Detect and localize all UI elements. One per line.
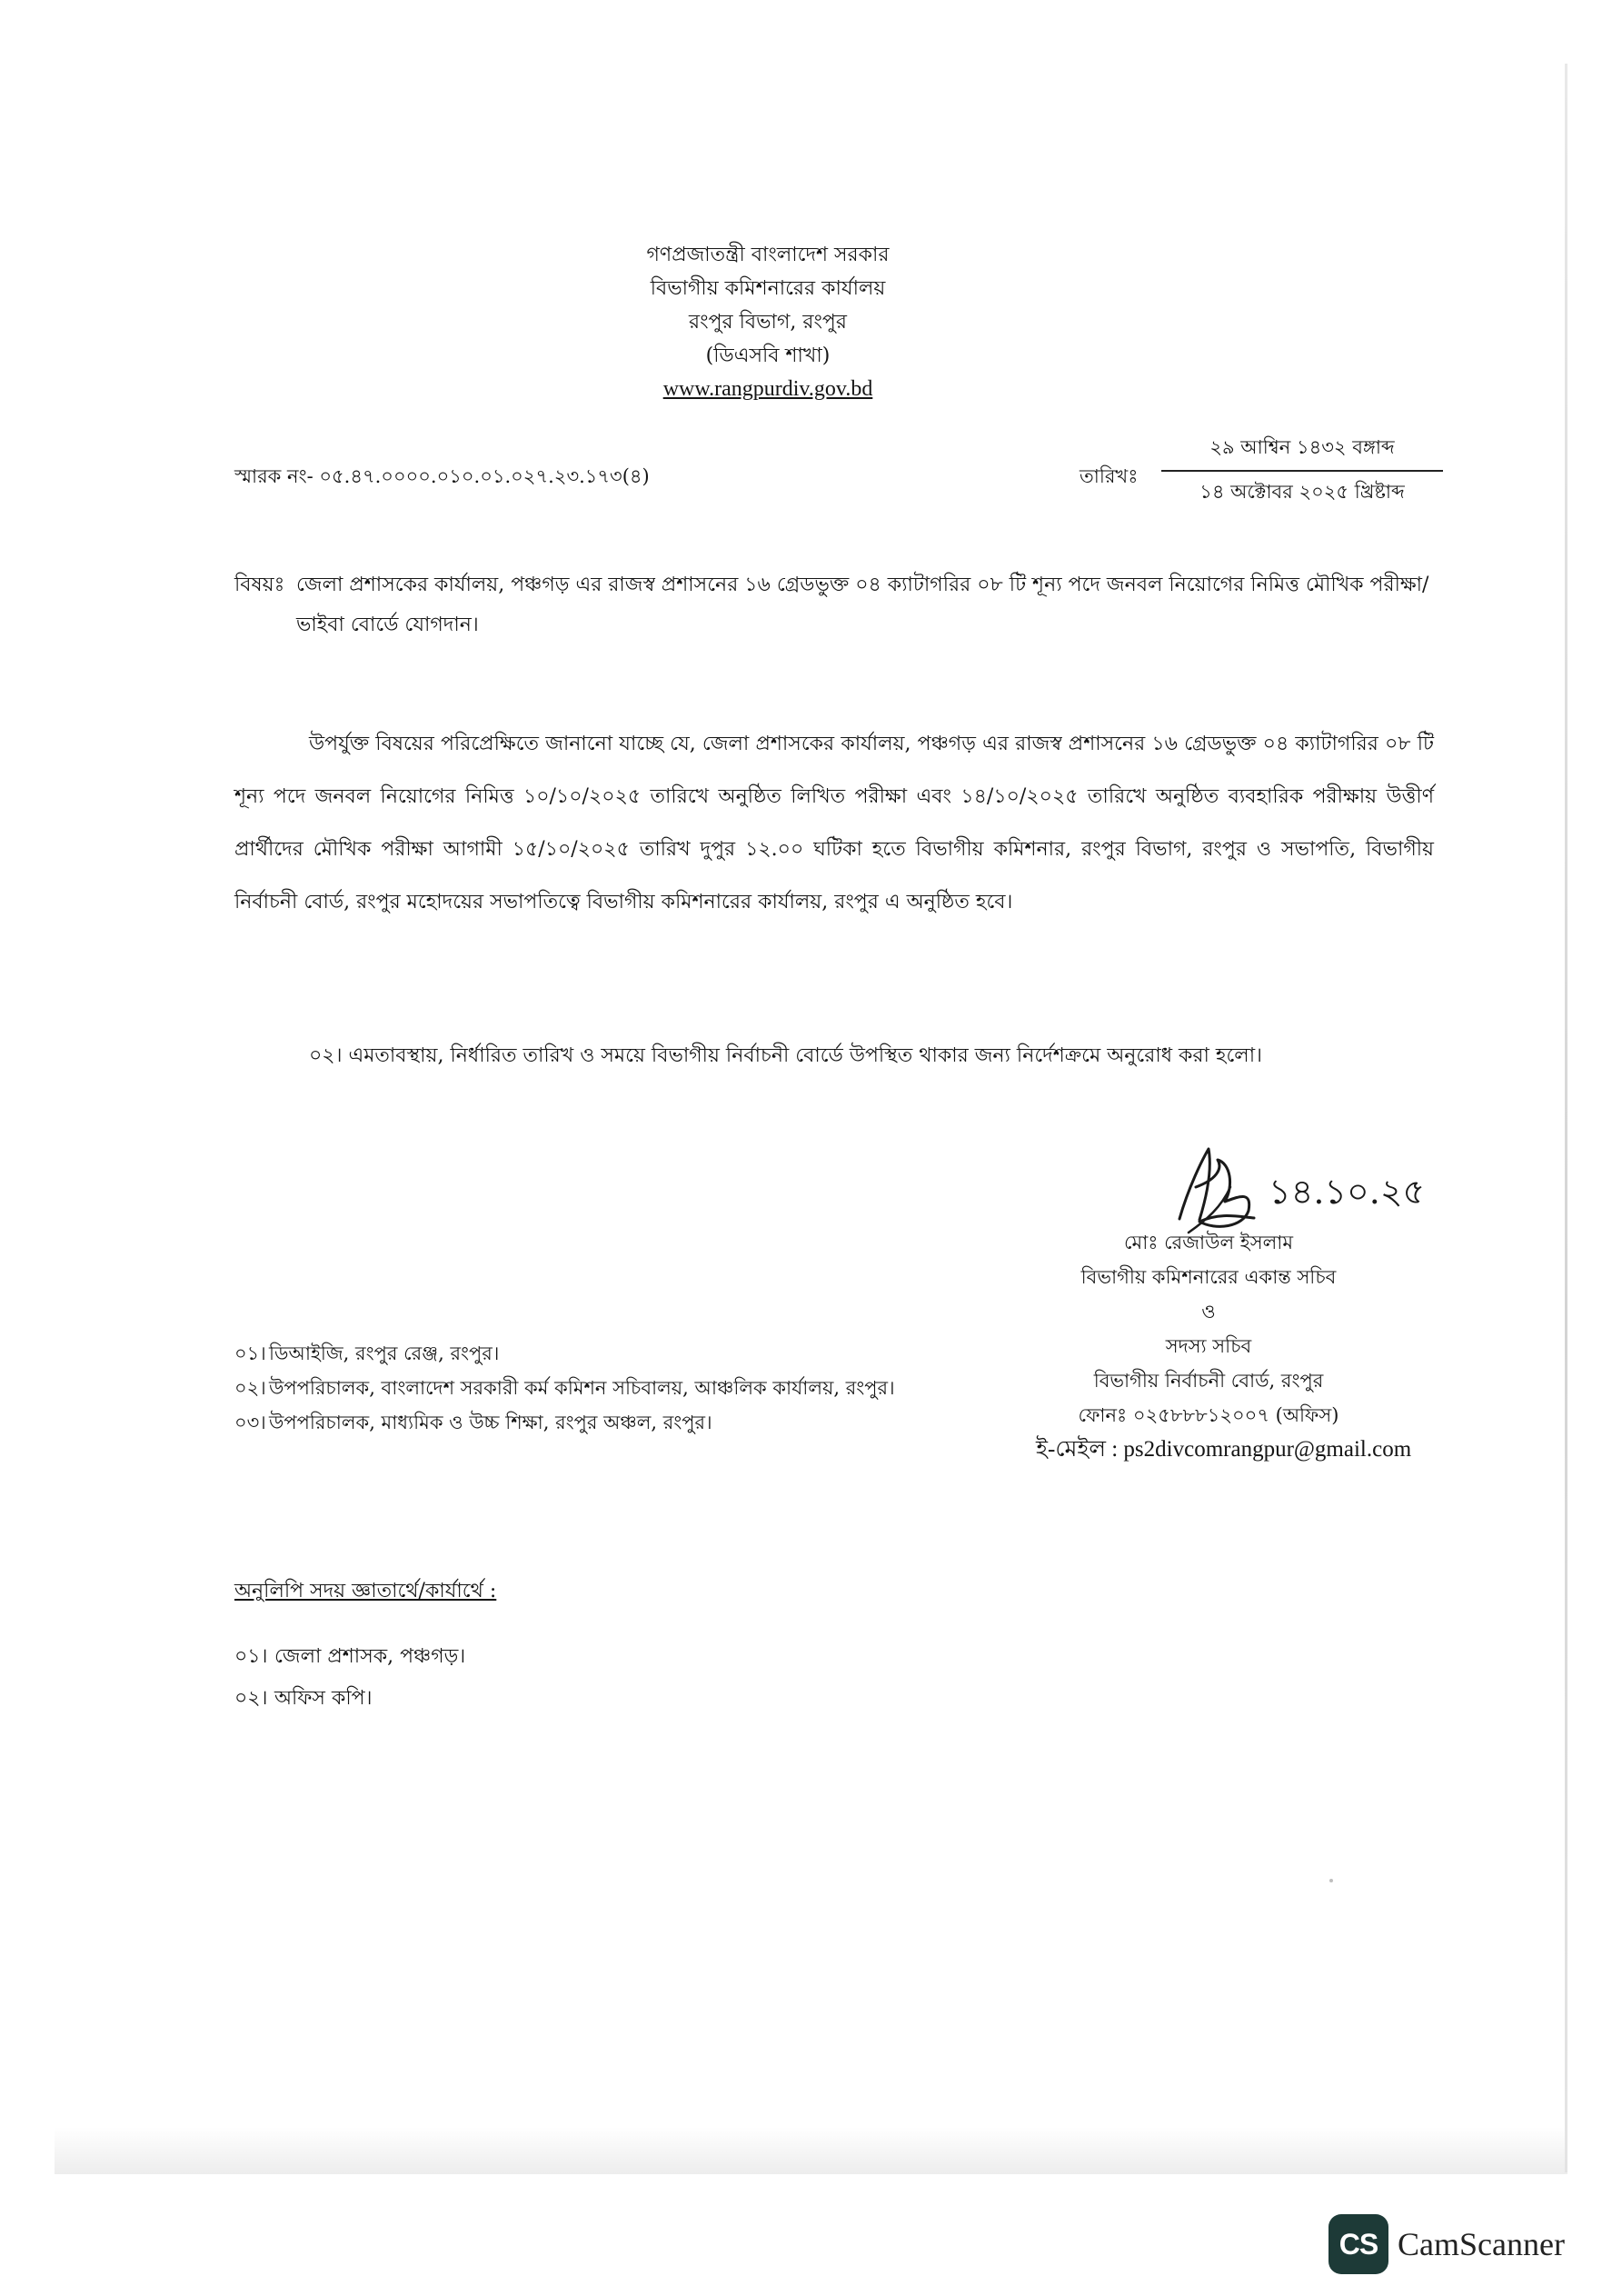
subject-label: বিষয়ঃ bbox=[234, 574, 285, 596]
signatory-conjunction: ও bbox=[1201, 1301, 1216, 1323]
date-block bbox=[1161, 433, 1443, 509]
division-name: রংপুর বিভাগ, রংপুর bbox=[689, 311, 847, 334]
list-item bbox=[234, 1678, 465, 1720]
signatory-title-1: বিভাগীয় কমিশনারের একান্ত সচিব bbox=[1080, 1266, 1337, 1288]
website-link[interactable]: www.rangpurdiv.gov.bd bbox=[662, 377, 873, 401]
list-item-number: ০৩। bbox=[234, 1412, 266, 1433]
copy-to-list bbox=[234, 1636, 465, 1720]
signatory-name: মোঃ রেজাউল ইসলাম bbox=[1124, 1232, 1293, 1253]
office-name: বিভাগীয় কমিশনারের কার্যালয় bbox=[650, 277, 886, 300]
letterhead bbox=[545, 238, 990, 406]
signatory-title-2: সদস্য সচিব bbox=[1165, 1335, 1252, 1357]
government-name: গণপ্রজাতন্ত্রী বাংলাদেশ সরকার bbox=[646, 244, 890, 266]
date-gregorian: ১৪ অক্টোবর ২০২৫ খ্রিষ্টাব্দ bbox=[1199, 481, 1405, 503]
list-item bbox=[234, 1371, 925, 1405]
list-item-number: ০১। bbox=[234, 1645, 268, 1668]
signatory-email[interactable]: ই-মেইল : ps2divcomrangpur@gmail.com bbox=[1036, 1437, 1412, 1462]
signature-date: ১৪.১০.২৫ bbox=[1269, 1172, 1426, 1212]
memo-number: স্মারক নং- ০৫.৪৭.০০০০.০১০.০১.০২৭.২৩.১৭৩(৪) bbox=[234, 465, 650, 487]
date-label: তারিখঃ bbox=[1080, 465, 1139, 487]
list-item-text: জেলা প্রশাসক, পঞ্চগড়। bbox=[274, 1645, 466, 1668]
list-item-text: উপপরিচালক, বাংলাদেশ সরকারী কর্ম কমিশন সচিবালয়, আঞ্চলিক কার্যালয়, রংপুর। bbox=[269, 1377, 895, 1399]
date-bengali: ২৯ আশ্বিন ১৪৩২ বঙ্গাব্দ bbox=[1161, 433, 1443, 472]
recipient-list bbox=[234, 1336, 925, 1440]
signatory-block bbox=[1036, 1225, 1412, 1467]
camscanner-logo-icon: CS bbox=[1328, 2214, 1388, 2274]
subject-text: জেলা প্রশাসকের কার্যালয়, পঞ্চগড় এর রাজস্ব প্রশাসনের ১৬ গ্রেডভুক্ত ০৪ ক্যাটাগরির ০৮ টি শূন্য পদে জনবল নিয়োগের নিমিত্ত মৌখিক পরীক্ষা/ভাইবা বোর্ডে যোগদান। bbox=[296, 574, 1429, 636]
page-edge-shadow bbox=[1565, 64, 1567, 2172]
list-item-text: ডিআইজি, রংপুর রেঞ্জ, রংপুর। bbox=[269, 1343, 500, 1364]
camscanner-watermark bbox=[1328, 2214, 1565, 2274]
page-bottom-shadow bbox=[55, 2127, 1567, 2174]
body-paragraph-2: ০২। এমতাবস্থায়, নির্ধারিত তারিখ ও সময়ে বিভাগীয় নির্বাচনী বোর্ডে উপস্থিত থাকার জন্য নির্দেশক্রমে অনুরোধ করা হলো। bbox=[309, 1044, 1262, 1067]
list-item-number: ০১। bbox=[234, 1343, 266, 1364]
list-item-number: ০২। bbox=[234, 1377, 266, 1399]
list-item-text: উপপরিচালক, মাধ্যমিক ও উচ্চ শিক্ষা, রংপুর অঞ্চল, রংপুর। bbox=[269, 1412, 712, 1433]
list-item bbox=[234, 1336, 925, 1371]
list-item-number: ০২। bbox=[234, 1687, 268, 1710]
subject-block bbox=[234, 565, 1434, 645]
list-item bbox=[234, 1405, 925, 1440]
camscanner-name: CamScanner bbox=[1398, 2226, 1565, 2262]
list-item-text: অফিস কপি। bbox=[274, 1687, 373, 1710]
signatory-phone: ফোনঃ ০২৫৮৮৮১২০০৭ (অফিস) bbox=[1078, 1404, 1339, 1426]
body-paragraph-1: উপর্যুক্ত বিষয়ের পরিপ্রেক্ষিতে জানানো যাচ্ছে যে, জেলা প্রশাসকের কার্যালয়, পঞ্চগড় এর রাজস্ব প্রশাসনের ১৬ গ্রেডভুক্ত ০৪ ক্যাটাগরির ০৮ টি শূন্য পদে জনবল নিয়োগের নিমিত্ত ১০/১০/২০২৫ তারিখে অনুষ্ঠিত লিখিত পরীক্ষা এবং ১৪/১০/২০২৫ তারিখে অনুষ্ঠিত ব্যবহারিক পরীক্ষায় উত্তীর্ণ প্রার্থীদের মৌখিক পরীক্ষা আগামী ১৫/১০/২০২৫ তারিখ দুপুর ১২.০০ ঘটিকা হতে বিভাগীয় কমিশনার, রংপুর বিভাগ, রংপুর ও সভাপতি, বিভাগীয় নির্বাচনী বোর্ড, রংপুর মহোদয়ের সভাপতিত্বে বিভাগীয় কমিশনারের কার্যালয়, রংপুর এ অনুষ্ঠিত হবে। bbox=[234, 733, 1434, 913]
copy-to-heading: অনুলিপি সদয় জ্ঞাতার্থে/কার্যার্থে : bbox=[234, 1580, 497, 1602]
signatory-title-3: বিভাগীয় নির্বাচনী বোর্ড, রংপুর bbox=[1093, 1370, 1324, 1392]
list-item bbox=[234, 1636, 465, 1678]
branch-name: (ডিএসবি শাখা) bbox=[705, 344, 831, 367]
scan-speck bbox=[1329, 1879, 1333, 1882]
